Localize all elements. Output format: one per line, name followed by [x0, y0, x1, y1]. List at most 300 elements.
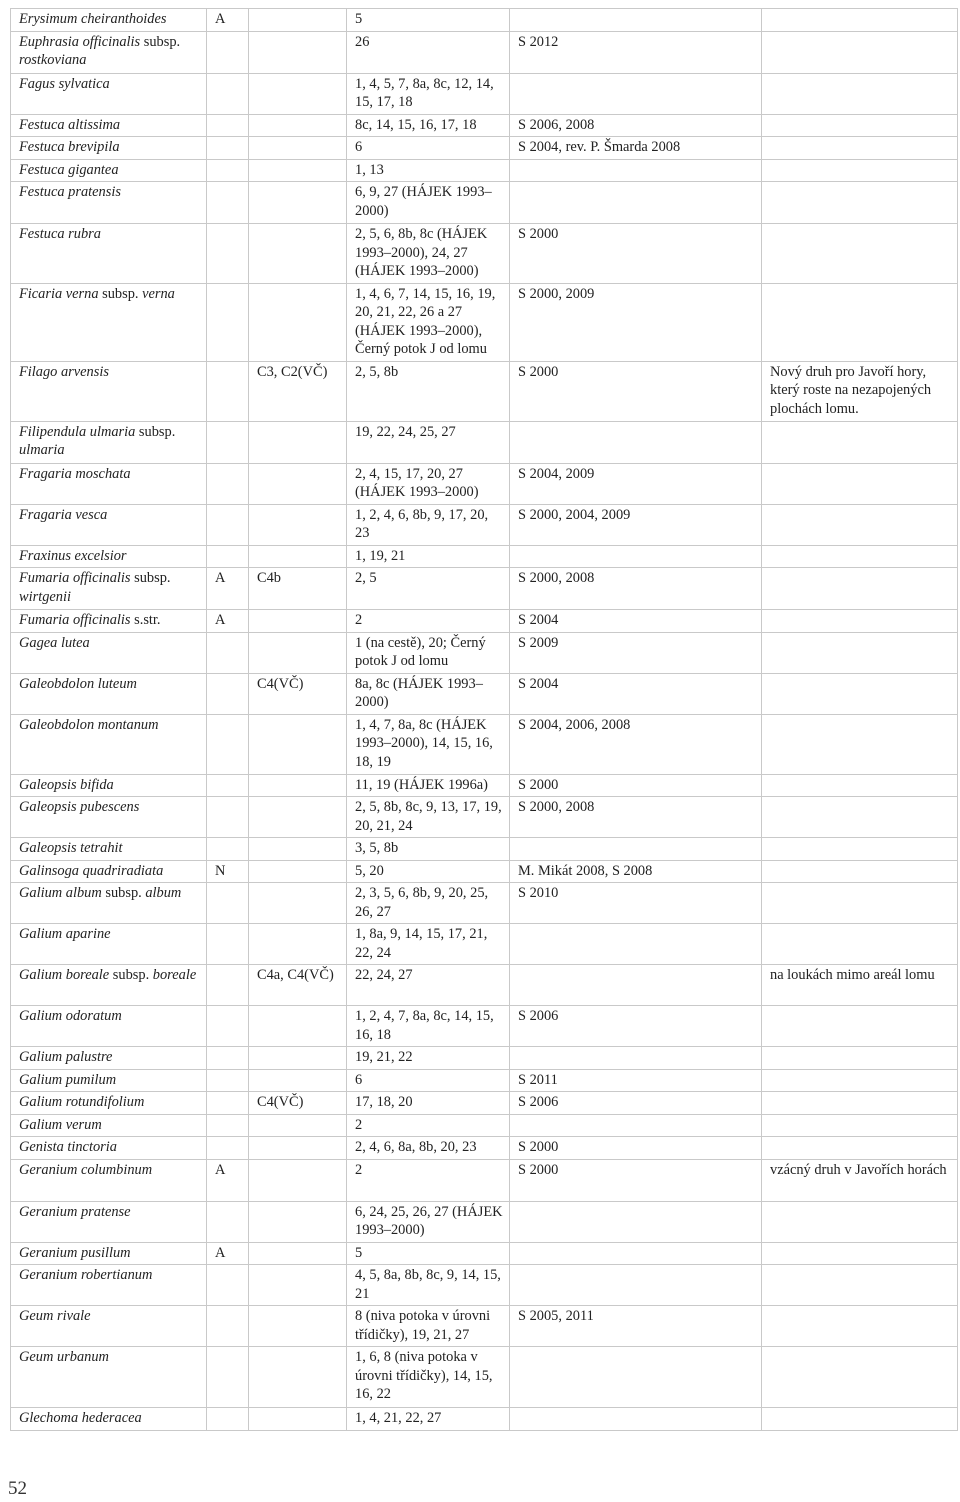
source-cell: S 2000, 2004, 2009: [510, 504, 762, 545]
note-cell: [762, 883, 958, 924]
localities-cell: 2, 5, 8b: [347, 361, 510, 421]
note-cell: [762, 73, 958, 114]
category-cell: [249, 1047, 347, 1070]
table-row: [11, 361, 958, 421]
table-row: [11, 1137, 958, 1160]
category-cell: [249, 182, 347, 224]
source-cell: S 2000, 2009: [510, 283, 762, 361]
source-cell: S 2004, 2006, 2008: [510, 714, 762, 774]
status-cell: [207, 159, 249, 182]
table-row: [11, 714, 958, 774]
localities-cell: 3, 5, 8b: [347, 838, 510, 861]
source-cell: S 2000, 2008: [510, 797, 762, 838]
source-cell: S 2000, 2008: [510, 568, 762, 610]
localities-cell: 2: [347, 610, 510, 633]
note-cell: [762, 283, 958, 361]
localities-cell: 2, 3, 5, 6, 8b, 9, 20, 25, 26, 27: [347, 883, 510, 924]
rank-label: subsp.: [98, 285, 139, 302]
note-cell: [762, 673, 958, 714]
species-name-part: Galinsoga quadriradiata: [19, 862, 164, 879]
species-table: [10, 8, 958, 1431]
status-cell: [207, 1201, 249, 1242]
species-name-part: ulmaria: [19, 442, 65, 458]
table-row: [11, 924, 958, 965]
note-cell: vzácný druh v Javořích horách: [762, 1159, 958, 1201]
species-name-cell: [11, 1242, 207, 1265]
note-cell: [762, 1201, 958, 1242]
species-name-part: Festuca altissima: [19, 116, 121, 133]
source-cell: [510, 965, 762, 1006]
status-cell: [207, 965, 249, 1006]
localities-cell: 2, 5: [347, 568, 510, 610]
species-name-part: Geranium columbinum: [19, 1161, 153, 1178]
table-row: [11, 504, 958, 545]
species-name-cell: [11, 1306, 207, 1347]
status-cell: [207, 883, 249, 924]
species-name-cell: [11, 924, 207, 965]
table-row: [11, 673, 958, 714]
status-cell: [207, 463, 249, 504]
localities-cell: 8 (niva potoka v úrovni třídičky), 19, 21, 27: [347, 1306, 510, 1347]
localities-cell: 1, 4, 21, 22, 27: [347, 1408, 510, 1431]
category-cell: [249, 1201, 347, 1242]
species-name-cell: [11, 838, 207, 861]
species-name-part: Festuca gigantea: [19, 161, 119, 178]
species-name-cell: [11, 1069, 207, 1092]
table-row: [11, 860, 958, 883]
source-cell: S 2012: [510, 31, 762, 73]
localities-cell: 26: [347, 31, 510, 73]
status-cell: [207, 838, 249, 861]
category-cell: [249, 1006, 347, 1047]
localities-cell: 6: [347, 1069, 510, 1092]
note-cell: [762, 137, 958, 160]
species-name-part: Galium aparine: [19, 926, 111, 942]
table-row: [11, 1201, 958, 1242]
table-row: [11, 1306, 958, 1347]
source-cell: S 2004, 2009: [510, 463, 762, 504]
localities-cell: 1, 8a, 9, 14, 15, 17, 21, 22, 24: [347, 924, 510, 965]
note-cell: [762, 1047, 958, 1070]
category-cell: [249, 114, 347, 137]
species-name-cell: [11, 632, 207, 673]
status-cell: A: [207, 568, 249, 610]
localities-cell: 2, 5, 6, 8b, 8c (HÁJEK 1993–2000), 24, 27 (HÁJEK 1993–2000): [347, 224, 510, 284]
note-cell: [762, 1006, 958, 1047]
note-cell: [762, 31, 958, 73]
category-cell: [249, 1069, 347, 1092]
category-cell: [249, 224, 347, 284]
source-cell: [510, 1265, 762, 1306]
category-cell: [249, 463, 347, 504]
species-name-part: Galium album: [19, 885, 102, 901]
category-cell: C4(VČ): [249, 1092, 347, 1115]
source-cell: S 2000: [510, 361, 762, 421]
category-cell: [249, 1347, 347, 1408]
status-cell: [207, 114, 249, 137]
localities-cell: 1, 4, 7, 8a, 8c (HÁJEK 1993–2000), 14, 15, 16, 18, 19: [347, 714, 510, 774]
table-row: [11, 283, 958, 361]
species-name-cell: [11, 774, 207, 797]
status-cell: [207, 283, 249, 361]
localities-cell: 1, 2, 4, 6, 8b, 9, 17, 20, 23: [347, 504, 510, 545]
source-cell: [510, 73, 762, 114]
localities-cell: 2, 5, 8b, 8c, 9, 13, 17, 19, 20, 21, 24: [347, 797, 510, 838]
category-cell: [249, 860, 347, 883]
category-cell: C4a, C4(VČ): [249, 965, 347, 1006]
species-name-cell: [11, 9, 207, 32]
rank-label: subsp.: [140, 33, 181, 50]
species-name-cell: [11, 965, 207, 1006]
species-name-part: Festuca brevipila: [19, 139, 120, 155]
table-row: [11, 1159, 958, 1201]
note-cell: [762, 774, 958, 797]
species-name-cell: [11, 224, 207, 284]
localities-cell: 6: [347, 137, 510, 160]
species-name-part: wirtgenii: [19, 588, 71, 605]
note-cell: [762, 632, 958, 673]
category-cell: [249, 421, 347, 463]
note-cell: [762, 463, 958, 504]
species-name-cell: [11, 137, 207, 160]
localities-cell: 1, 4, 5, 7, 8a, 8c, 12, 14, 15, 17, 18: [347, 73, 510, 114]
source-cell: S 2000: [510, 1159, 762, 1201]
localities-cell: 22, 24, 27: [347, 965, 510, 1006]
source-cell: [510, 838, 762, 861]
table-row: [11, 31, 958, 73]
category-cell: [249, 838, 347, 861]
localities-cell: 1, 13: [347, 159, 510, 182]
source-cell: [510, 1047, 762, 1070]
species-name-part: Fraxinus excelsior: [19, 547, 127, 564]
status-cell: [207, 1092, 249, 1115]
source-cell: [510, 421, 762, 463]
category-cell: C3, C2(VČ): [249, 361, 347, 421]
table-row: [11, 1069, 958, 1092]
source-cell: [510, 9, 762, 32]
category-cell: [249, 1408, 347, 1431]
category-cell: C4b: [249, 568, 347, 610]
category-cell: [249, 73, 347, 114]
status-cell: [207, 31, 249, 73]
species-name-part: Fragaria moschata: [19, 465, 131, 482]
species-name-part: Galeobdolon montanum: [19, 716, 159, 733]
category-cell: [249, 1306, 347, 1347]
note-cell: [762, 182, 958, 224]
status-cell: [207, 504, 249, 545]
species-name-cell: [11, 182, 207, 224]
rank-label: s.str.: [130, 612, 161, 628]
species-name-cell: [11, 1201, 207, 1242]
note-cell: [762, 860, 958, 883]
table-row: [11, 797, 958, 838]
species-name-cell: [11, 1137, 207, 1160]
status-cell: [207, 1137, 249, 1160]
species-name-part: Ficaria verna: [19, 285, 99, 302]
page-number: 52: [8, 1478, 27, 1499]
category-cell: [249, 1114, 347, 1137]
status-cell: [207, 182, 249, 224]
note-cell: [762, 9, 958, 32]
species-name-part: Fumaria officinalis: [19, 570, 131, 586]
species-name-cell: [11, 883, 207, 924]
table-row: [11, 421, 958, 463]
status-cell: [207, 73, 249, 114]
species-name-part: Galium odoratum: [19, 1008, 122, 1024]
status-cell: [207, 714, 249, 774]
category-cell: [249, 714, 347, 774]
source-cell: S 2011: [510, 1069, 762, 1092]
note-cell: [762, 545, 958, 568]
localities-cell: 2: [347, 1159, 510, 1201]
note-cell: [762, 1306, 958, 1347]
species-name-part: Fragaria vesca: [19, 506, 108, 523]
localities-cell: 6, 9, 27 (HÁJEK 1993–2000): [347, 182, 510, 224]
note-cell: [762, 1137, 958, 1160]
category-cell: [249, 924, 347, 965]
species-name-part: Galeopsis bifida: [19, 776, 114, 793]
category-cell: [249, 1242, 347, 1265]
species-name-part: album: [141, 885, 182, 901]
species-name-cell: [11, 1006, 207, 1047]
category-cell: [249, 1137, 347, 1160]
species-name-cell: [11, 504, 207, 545]
category-cell: [249, 159, 347, 182]
table-row: [11, 1092, 958, 1115]
note-cell: [762, 1265, 958, 1306]
source-cell: S 2005, 2011: [510, 1306, 762, 1347]
localities-cell: 2, 4, 15, 17, 20, 27 (HÁJEK 1993–2000): [347, 463, 510, 504]
source-cell: S 2000: [510, 774, 762, 797]
table-row: [11, 182, 958, 224]
table-row: [11, 632, 958, 673]
species-name-part: Genista tinctoria: [19, 1139, 117, 1155]
table-row: [11, 774, 958, 797]
table-row: [11, 1114, 958, 1137]
category-cell: [249, 137, 347, 160]
localities-cell: 1 (na cestě), 20; Černý potok J od lomu: [347, 632, 510, 673]
table-row: [11, 1047, 958, 1070]
status-cell: A: [207, 9, 249, 32]
species-name-cell: [11, 421, 207, 463]
species-name-part: Galium pumilum: [19, 1071, 117, 1088]
note-cell: [762, 610, 958, 633]
localities-cell: 1, 4, 6, 7, 14, 15, 16, 19, 20, 21, 22, 26 a 27 (HÁJEK 1993–2000), Černý potok J od lomu: [347, 283, 510, 361]
species-name-part: Euphrasia officinalis: [19, 33, 141, 50]
note-cell: [762, 1114, 958, 1137]
source-cell: S 2000: [510, 224, 762, 284]
species-name-part: Galeobdolon luteum: [19, 675, 137, 692]
source-cell: [510, 545, 762, 568]
source-cell: [510, 1408, 762, 1431]
source-cell: S 2006: [510, 1006, 762, 1047]
source-cell: S 2004, rev. P. Šmarda 2008: [510, 137, 762, 160]
note-cell: [762, 159, 958, 182]
species-name-part: Geranium robertianum: [19, 1267, 153, 1283]
source-cell: [510, 159, 762, 182]
note-cell: [762, 1092, 958, 1115]
source-cell: [510, 1114, 762, 1137]
rank-label: subsp.: [135, 423, 176, 440]
status-cell: A: [207, 1159, 249, 1201]
category-cell: [249, 545, 347, 568]
note-cell: [762, 1069, 958, 1092]
note-cell: [762, 114, 958, 137]
species-name-part: Erysimum cheiranthoides: [19, 11, 167, 27]
source-cell: S 2004: [510, 610, 762, 633]
species-name-part: Galium verum: [19, 1116, 102, 1133]
table-row: [11, 1006, 958, 1047]
rank-label: subsp.: [109, 967, 150, 983]
species-name-cell: [11, 114, 207, 137]
species-name-part: Filago arvensis: [19, 363, 109, 380]
species-name-cell: [11, 1159, 207, 1201]
species-name-part: Glechoma hederacea: [19, 1410, 142, 1426]
species-name-part: Festuca rubra: [19, 226, 101, 242]
status-cell: [207, 1306, 249, 1347]
status-cell: [207, 774, 249, 797]
localities-cell: 17, 18, 20: [347, 1092, 510, 1115]
species-name-cell: [11, 610, 207, 633]
table-row: [11, 1265, 958, 1306]
species-name-part: Galeopsis tetrahit: [19, 840, 123, 856]
note-cell: Nový druh pro Javoří hory, který roste na nezapojených plochách lomu.: [762, 361, 958, 421]
status-cell: [207, 137, 249, 160]
note-cell: [762, 1408, 958, 1431]
status-cell: [207, 545, 249, 568]
species-name-cell: [11, 283, 207, 361]
category-cell: [249, 31, 347, 73]
category-cell: [249, 9, 347, 32]
source-cell: S 2009: [510, 632, 762, 673]
table-row: [11, 224, 958, 284]
source-cell: M. Mikát 2008, S 2008: [510, 860, 762, 883]
localities-cell: 8c, 14, 15, 16, 17, 18: [347, 114, 510, 137]
category-cell: C4(VČ): [249, 673, 347, 714]
species-name-cell: [11, 31, 207, 73]
note-cell: [762, 224, 958, 284]
species-name-cell: [11, 159, 207, 182]
species-name-cell: [11, 1408, 207, 1431]
species-name-cell: [11, 463, 207, 504]
table-row: [11, 1408, 958, 1431]
species-name-part: Filipendula ulmaria: [19, 423, 136, 440]
table-row: [11, 463, 958, 504]
table-row: [11, 568, 958, 610]
source-cell: S 2004: [510, 673, 762, 714]
source-cell: S 2006: [510, 1092, 762, 1115]
localities-cell: 19, 21, 22: [347, 1047, 510, 1070]
species-name-part: Gagea lutea: [19, 634, 90, 651]
source-cell: S 2006, 2008: [510, 114, 762, 137]
species-name-cell: [11, 1265, 207, 1306]
rank-label: subsp.: [101, 885, 142, 901]
species-name-part: Fagus sylvatica: [19, 75, 110, 92]
species-name-part: Festuca pratensis: [19, 184, 121, 200]
status-cell: [207, 1069, 249, 1092]
species-name-cell: [11, 860, 207, 883]
status-cell: [207, 632, 249, 673]
category-cell: [249, 774, 347, 797]
status-cell: [207, 797, 249, 838]
note-cell: [762, 924, 958, 965]
status-cell: [207, 1047, 249, 1070]
table-row: [11, 883, 958, 924]
source-cell: S 2000: [510, 1137, 762, 1160]
table-row: [11, 965, 958, 1006]
localities-cell: 5: [347, 1242, 510, 1265]
note-cell: [762, 714, 958, 774]
note-cell: [762, 504, 958, 545]
localities-cell: 4, 5, 8a, 8b, 8c, 9, 14, 15, 21: [347, 1265, 510, 1306]
status-cell: A: [207, 1242, 249, 1265]
species-name-part: rostkoviana: [19, 52, 87, 68]
localities-cell: 1, 2, 4, 7, 8a, 8c, 14, 15, 16, 18: [347, 1006, 510, 1047]
species-name-part: Geum urbanum: [19, 1349, 109, 1365]
status-cell: [207, 361, 249, 421]
status-cell: [207, 224, 249, 284]
source-cell: [510, 182, 762, 224]
status-cell: A: [207, 610, 249, 633]
species-name-part: Galium boreale: [19, 967, 110, 983]
status-cell: [207, 1408, 249, 1431]
table-row: [11, 1242, 958, 1265]
note-cell: [762, 421, 958, 463]
table-row: [11, 838, 958, 861]
status-cell: [207, 673, 249, 714]
status-cell: N: [207, 860, 249, 883]
species-name-part: Galeopsis pubescens: [19, 799, 140, 815]
species-name-cell: [11, 673, 207, 714]
species-name-part: Geranium pusillum: [19, 1244, 131, 1261]
source-cell: S 2010: [510, 883, 762, 924]
note-cell: [762, 1242, 958, 1265]
source-cell: [510, 1242, 762, 1265]
note-cell: [762, 568, 958, 610]
status-cell: [207, 1006, 249, 1047]
species-name-cell: [11, 568, 207, 610]
localities-cell: 2: [347, 1114, 510, 1137]
localities-cell: 1, 6, 8 (niva potoka v úrovni třídičky), 14, 15, 16, 22: [347, 1347, 510, 1408]
note-cell: [762, 838, 958, 861]
rank-label: subsp.: [130, 570, 171, 586]
localities-cell: 8a, 8c (HÁJEK 1993–2000): [347, 673, 510, 714]
category-cell: [249, 610, 347, 633]
note-cell: [762, 797, 958, 838]
status-cell: [207, 1265, 249, 1306]
table-row: [11, 159, 958, 182]
species-name-part: Galium rotundifolium: [19, 1094, 145, 1110]
species-name-cell: [11, 1347, 207, 1408]
species-name-part: Fumaria officinalis: [19, 612, 131, 628]
category-cell: [249, 632, 347, 673]
localities-cell: 1, 19, 21: [347, 545, 510, 568]
table-row: [11, 545, 958, 568]
species-name-cell: [11, 797, 207, 838]
category-cell: [249, 1159, 347, 1201]
status-cell: [207, 421, 249, 463]
localities-cell: 11, 19 (HÁJEK 1996a): [347, 774, 510, 797]
table-row: [11, 114, 958, 137]
table-row: [11, 137, 958, 160]
localities-cell: 19, 22, 24, 25, 27: [347, 421, 510, 463]
species-name-cell: [11, 1092, 207, 1115]
localities-cell: 5: [347, 9, 510, 32]
category-cell: [249, 504, 347, 545]
species-name-cell: [11, 73, 207, 114]
source-cell: [510, 1201, 762, 1242]
species-name-part: Geum rivale: [19, 1308, 91, 1324]
